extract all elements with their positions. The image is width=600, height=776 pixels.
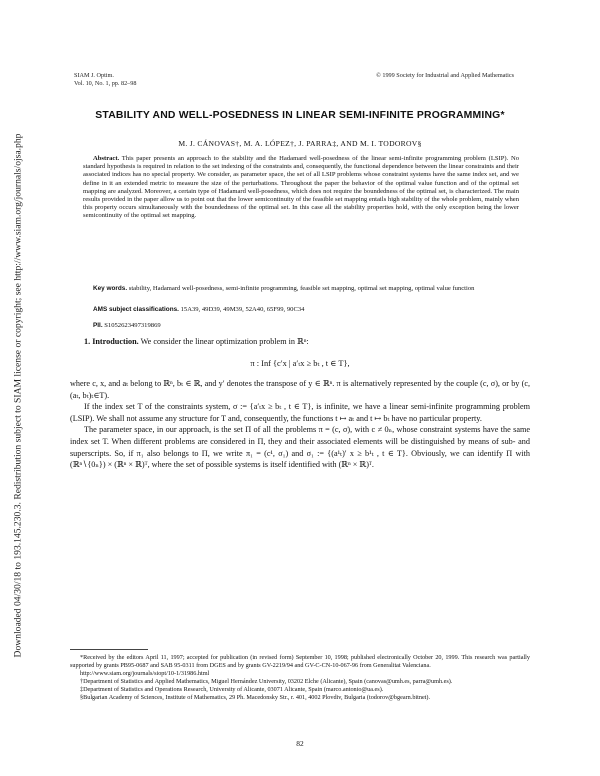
paper-title: STABILITY AND WELL-POSEDNESS IN LINEAR SEMI-INFINITE PROGRAMMING* [95,110,505,121]
author-list: M. J. CÁNOVAS†, M. A. LÓPEZ†, J. PARRA‡, AND M. I. TODOROV§ [178,139,422,148]
footnote-url[interactable]: http://www.siam.org/journals/siopt/10-1/31986.html [80,670,210,677]
copyright-notice: © 1999 Society for Industrial and Applied Mathematics [376,72,514,79]
journal-name: SIAM J. Optim. [74,72,114,79]
footnote-affiliation-1: †Department of Statistics and Applied Mathematics, Miguel Hernández University, 03202 Elche (Alicante), Spain (canovas@umh.es, parra@umh.es). [80,678,453,685]
footnote-rule [70,649,148,650]
footnote-affiliation-3: §Bulgarian Academy of Sciences, Institute of Mathematics, 29 Ph. Macedonsky Str., r. 401, 4002 Plovdiv, Bulgaria (todorov@bgearn.bitnet). [80,694,431,701]
paragraph-1: where c, x, and aₜ belong to ℝⁿ, bₜ ∈ ℝ, and y′ denotes the transpose of y ∈ ℝⁿ. π is alternatively represented by the couple (c, σ), or by (c, (aₜ, bₜ)ₜ∈T). [70,379,530,400]
ams-classifications [83,306,519,314]
section-intro-text: We consider the linear optimization problem in ℝⁿ: [140,337,309,346]
footnotes [70,654,530,702]
problem-formula: π : Inf {c′x | a′ₜx ≥ bₜ , t ∈ T}, [250,359,350,368]
pii-text: S1052623497319869 [104,322,161,329]
pii [83,322,519,330]
keywords-label: Key words. [93,285,128,292]
section-body [70,378,530,471]
keywords [83,285,519,293]
paragraph-3: The parameter space, in our approach, is the set Π of all the problems π = (c, σ), with c ≠ 0ₙ, whose constraint systems have the same index set T. When different problems are considered in Π, they and their associated elements will be distinguished by means of sub- and superscripts. So, if π₁ also belongs to Π, we write π₁ = (c¹, σ₁) and σ₁ := {(a¹ₜ)′ x ≥ b¹ₜ , t ∈ T}. Obviously, we can identify Π with (ℝⁿ∖{0ₙ}) × (ℝⁿ × ℝ)ᵀ, where the set of possible systems is itself identified with (ℝⁿ × ℝ)ᵀ. [70,425,530,470]
ams-text: 15A39, 49D39, 49M39, 52A40, 65F99, 90C34 [180,306,305,313]
download-side-note: Downloaded 04/30/18 to 193.145.230.3. Redistribution subject to SIAM license or copyright; see http://www.siam.org/journals/ojsa.php [12,133,24,658]
journal-volume: Vol. 10, No. 1, pp. 82–98 [74,80,137,87]
abstract-label: Abstract. [93,155,120,162]
page-number: 82 [296,739,304,748]
abstract-text: This paper presents an approach to the stability and the Hadamard well-posedness of the linear semi-infinite programming problem (LSIP). No standard hypothesis is required in relation to the set indexing of the constraints and, consequently, the functional dependence between the linear constraints and their associated indices has no special property. We consider, as parameter space, the set of all LSIP problems whose constraint systems have the same index set, and we define in it an extended metric to measure the size of the perturbations. Throughout the paper the behavior of the optimal value function and of the optimal set mapping are analyzed. Moreover, a certain type of Hadamard well-posedness, which does not require the boundedness of the optimal set, is characterized. The main results provided in the paper allow us to point out that the lower semicontinuity of the feasible set mapping entails high stability of the whole problem, mainly when this property occurs simultaneously with the boundedness of the optimal set. In this case all the stability properties hold, with the only exception being the lower semicontinuity of the optimal set mapping. [83,155,519,220]
abstract [83,155,519,221]
paragraph-2: If the index set T of the constraints system, σ := {a′ₜx ≥ bₜ , t ∈ T}, is infinite, we have a linear semi-infinite programming problem (LSIP). We shall not assume any structure for T and, consequently, the functions t ↦ aₜ and t ↦ bₜ have no particular property. [70,402,530,423]
section-intro-line [70,336,530,348]
keywords-text: stability, Hadamard well-posedness, semi-infinite programming, feasible set mapping, optimal set mapping, optimal value function [128,285,475,292]
section-heading: 1. Introduction. [84,337,139,346]
pii-label: PII. [93,322,103,329]
footnote-affiliation-2: ‡Department of Statistics and Operations Research, University of Alicante, 03071 Alicante, Spain (marco.antonio@ua.es). [80,686,384,693]
journal-header [74,72,136,88]
ams-label: AMS subject classifications. [93,306,179,313]
footnote-received: *Received by the editors April 11, 1997; accepted for publication (in revised form) September 10, 1998; published electronically October 20, 1999. This research was partially supported by grants PB95-0687 and SAB 95-0311 from DGES and by grants GV-2219/94 and GV-C-CN-10-067-96 from Generalitat Valenciana. [70,654,530,669]
